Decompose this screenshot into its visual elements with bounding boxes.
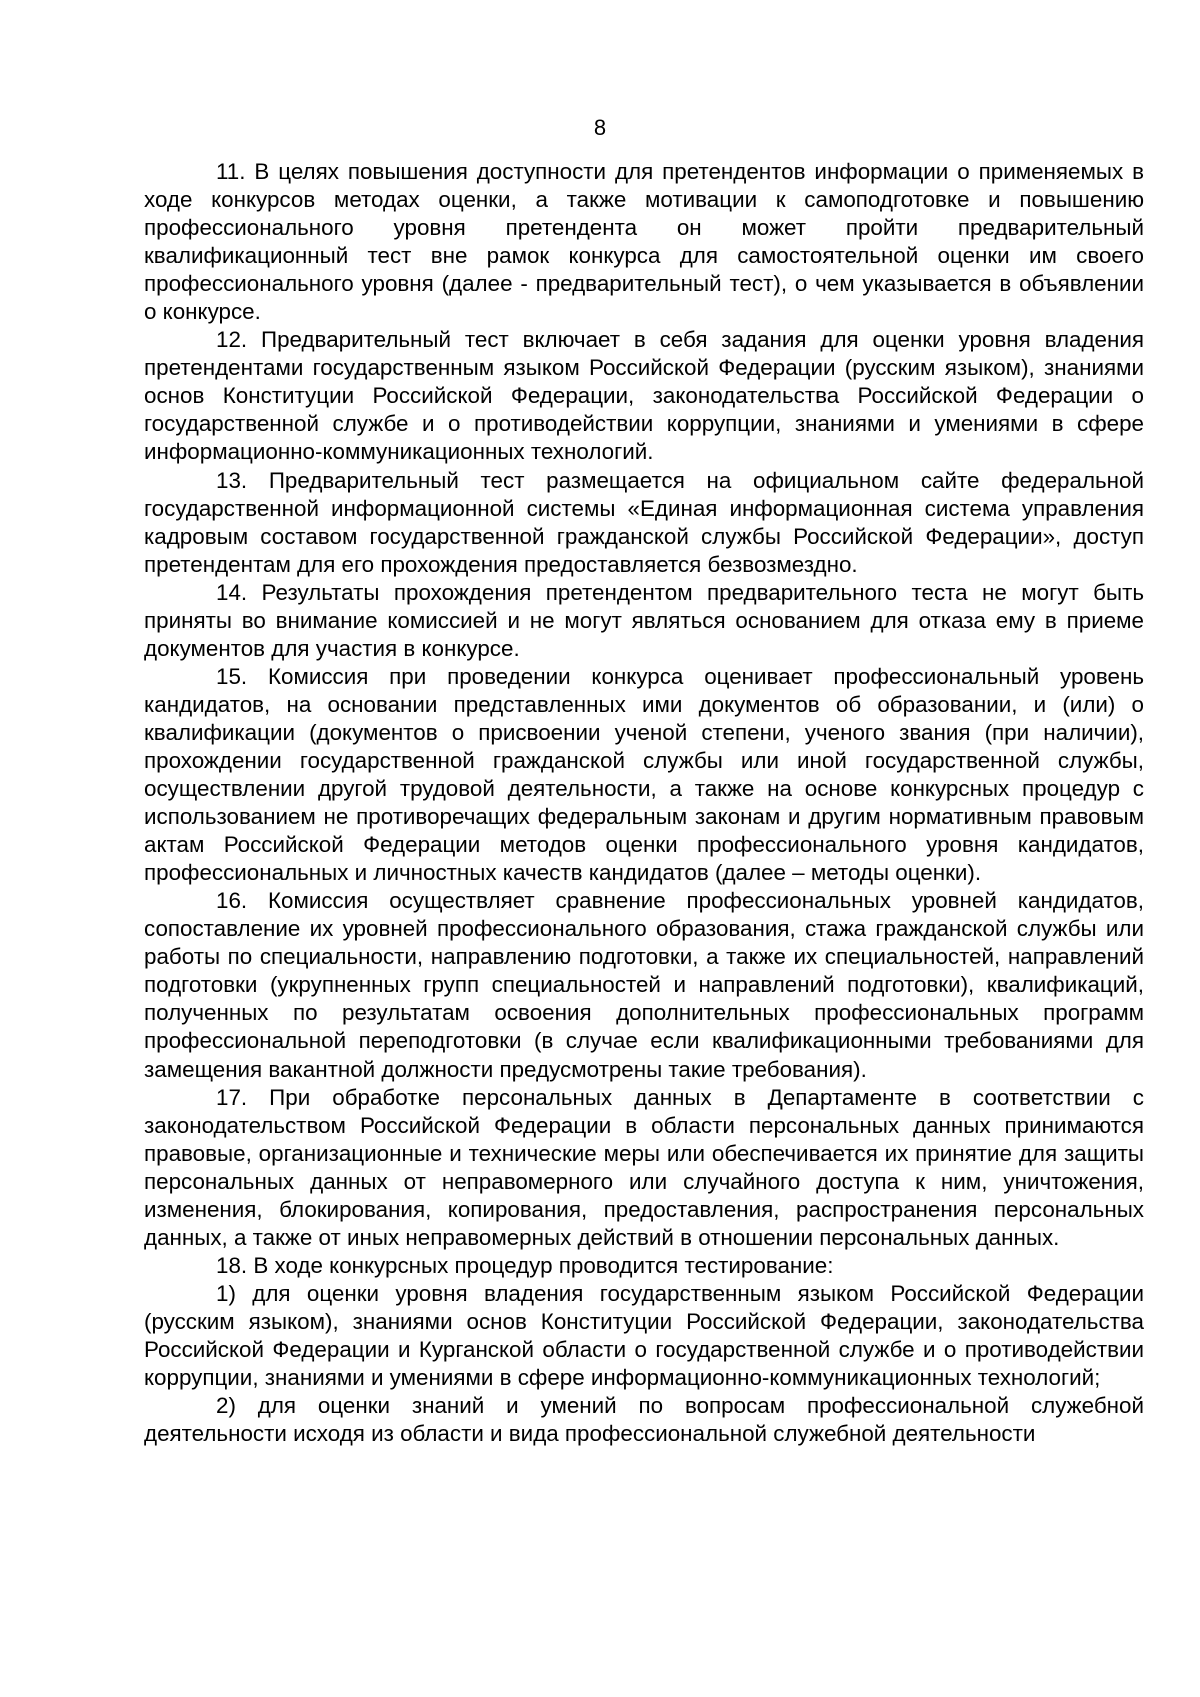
paragraph-18: 18. В ходе конкурсных процедур проводится тестирование: — [216, 1252, 834, 1278]
paragraph-15: 15. Комиссия при проведении конкурса оценивает профессиональный уровень кандидатов, на основании представленных ими документов об образовании, и (или) о квалификации (документов о присвоении ученой степени, ученого звания (при наличии), прохождении государственной гражданской службы или иной государственной службы, осуществлении другой трудовой деятельности, а также на основе конкурсных процедур с использованием не противоречащих федеральным законам и другим нормативным правовым актам Российской Федерации методов оценки профессионального уровня кандидатов, профессиональных и личностных качеств кандидатов (далее – методы оценки). — [144, 663, 1144, 886]
paragraph-11: 11. В целях повышения доступности для претендентов информации о применяемых в ходе конкурсов методах оценки, а также мотивации к самоподготовке и повышению профессионального уровня претендента он может пройти предварительный квалификационный тест вне рамок конкурса для самостоятельной оценки им своего профессионального уровня (далее - предварительный тест), о чем указывается в объявлении о конкурсе. — [144, 159, 1144, 325]
paragraph-17: 17. При обработке персональных данных в Департаменте в соответствии с законодательством Российской Федерации в области персональных данных принимаются правовые, организационные и технические меры или обеспечивается их принятие для защиты персональных данных от неправомерного или случайного доступа к ним, уничтожения, изменения, блокирования, копирования, предоставления, распространения персональных данных, а также от иных неправомерных действий в отношении персональных данных. — [144, 1084, 1144, 1250]
page-number: 8 — [593, 115, 607, 140]
paragraph-13: 13. Предварительный тест размещается на официальном сайте федеральной государственной информационной системы «Единая информационная система управления кадровым составом государственной гражданской службы Российской Федерации», доступ претендентам для его прохождения предоставляется безвозмездно. — [144, 467, 1144, 577]
list-item-2: 2) для оценки знаний и умений по вопросам профессиональной служебной деятельности исходя из области и вида профессиональной служебной деятельности — [144, 1393, 1144, 1447]
paragraph-14: 14. Результаты прохождения претендентом предварительного теста не могут быть приняты во внимание комиссией и не могут являться основанием для отказа ему в приеме документов для участия в конкурсе. — [144, 579, 1144, 661]
paragraph-16: 16. Комиссия осуществляет сравнение профессиональных уровней кандидатов, сопоставление их уровней профессионального образования, стажа гражданской службы или работы по специальности, направлению подготовки, а также их специальностей, направлений подготовки (укрупненных групп специальностей и направлений подготовки), квалификаций, полученных по результатам освоения дополнительных профессиональных программ профессиональной переподготовки (в случае если квалификационными требованиями для замещения вакантной должности предусмотрены такие требования). — [144, 888, 1144, 1082]
document-body — [144, 158, 1144, 1448]
paragraph-12: 12. Предварительный тест включает в себя задания для оценки уровня владения претендентами государственным языком Российской Федерации (русским языком), знаниями основ Конституции Российской Федерации, законодательства Российской Федерации о государственной службе и о противодействии коррупции, знаниями и умениями в сфере информационно-коммуникационных технологий. — [144, 327, 1144, 465]
list-item-1: 1) для оценки уровня владения государственным языком Российской Федерации (русским языком), знаниями основ Конституции Российской Федерации, законодательства Российской Федерации и Курганской области о государственной службе и о противодействии коррупции, знаниями и умениями в сфере информационно-коммуникационных технологий; — [144, 1280, 1144, 1391]
